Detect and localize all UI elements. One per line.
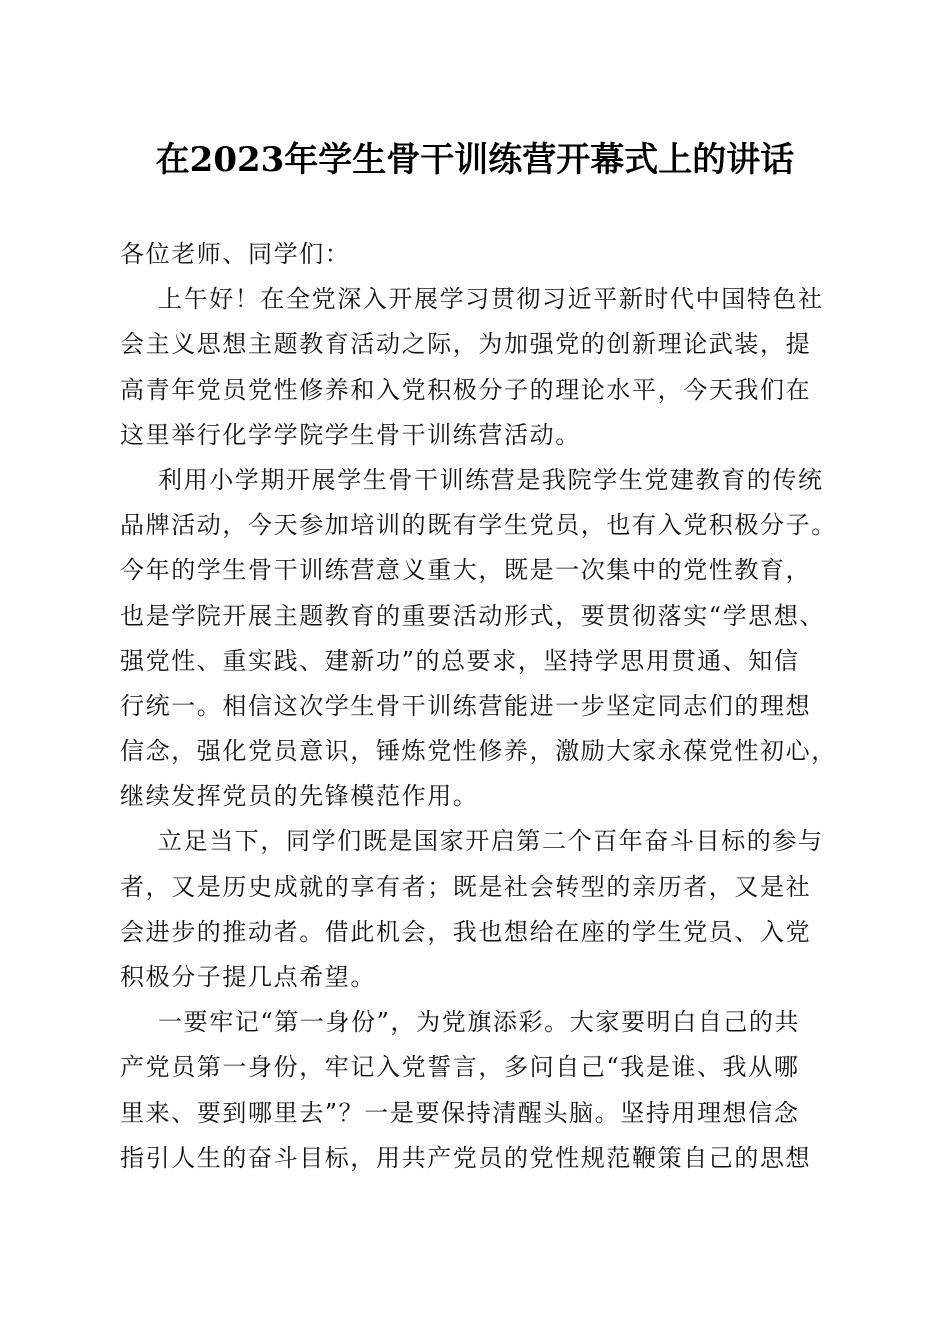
text-line: 今年的学生骨干训练营意义重大，既是一次集中的党性教育， bbox=[120, 556, 812, 585]
text-line: 利用小学期开展学生骨干训练营是我院学生党建教育的传统 bbox=[158, 465, 824, 494]
text-line: 强党性、重实践、建新功”的总要求，坚持学思用贯通、知信 bbox=[120, 646, 800, 675]
text-line: 也是学院开展主题教育的重要活动形式，要贯彻落实“学思想、 bbox=[120, 601, 826, 630]
text-line: 会进步的推动者。借此机会，我也想给在座的学生党员、入党 bbox=[120, 917, 812, 946]
text-line: 高青年党员党性修养和入党积极分子的理论水平，今天我们在 bbox=[120, 375, 812, 404]
text-line: 立足当下，同学们既是国家开启第二个百年奋斗目标的参与 bbox=[158, 827, 824, 856]
text-line: 积极分子提几点希望。 bbox=[120, 963, 376, 991]
text-line: 这里举行化学学院学生骨干训练营活动。 bbox=[120, 420, 581, 449]
text-line: 者，又是历史成就的享有者；既是社会转型的亲历者，又是社 bbox=[120, 872, 812, 901]
text-line: 里来、要到哪里去”？一是要保持清醒头脑。坚持用理想信念 bbox=[120, 1098, 800, 1127]
text-line: 品牌活动，今天参加培训的既有学生党员，也有入党积极分子。 bbox=[120, 511, 837, 540]
text-line: 会主义思想主题教育活动之际，为加强党的创新理论武装，提 bbox=[120, 330, 812, 359]
text-line: 上午好！在全党深入开展学习贯彻习近平新时代中国特色社 bbox=[158, 285, 824, 314]
text-line: 指引人生的奋斗目标，用共产党员的党性规范鞭策自己的思想 bbox=[120, 1143, 812, 1172]
text-line: 各位老师、同学们： bbox=[120, 240, 351, 268]
text-line: 一要牢记“第一身份”，为党旗添彩。大家要明白自己的共 bbox=[158, 1008, 801, 1037]
text-line: 产党员第一身份，牢记入党誓言，多问自己“我是谁、我从哪 bbox=[120, 1053, 800, 1082]
text-line: 行统一。相信这次学生骨干训练营能进一步坚定同志们的理想 bbox=[120, 691, 812, 720]
document-body bbox=[120, 232, 840, 1181]
text-line: 继续发挥党员的先锋模范作用。 bbox=[120, 782, 479, 811]
text-line: 信念，强化党员意识，锤炼党性修养，激励大家永葆党性初心， bbox=[120, 737, 837, 766]
document-title: 在2023年学生骨干训练营开幕式上的讲话 bbox=[155, 140, 795, 180]
